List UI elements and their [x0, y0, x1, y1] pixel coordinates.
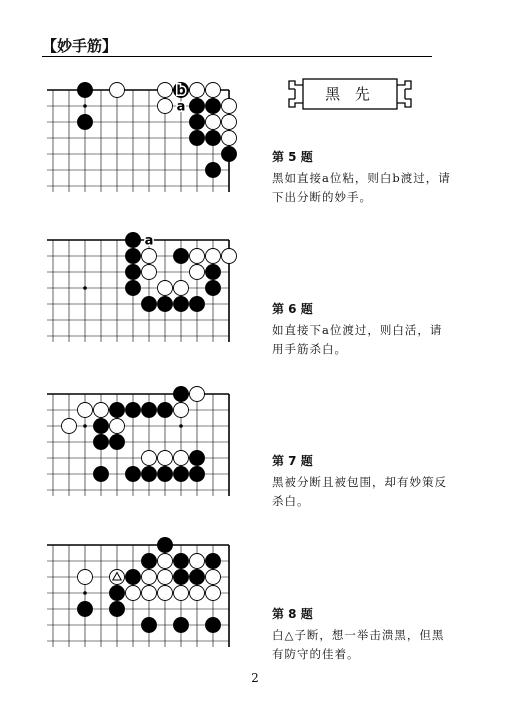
black-stone	[174, 554, 189, 569]
white-stone	[222, 99, 237, 114]
white-stone	[206, 586, 221, 601]
point-label: a	[144, 233, 154, 249]
problem-title: 第 8 题	[272, 607, 313, 621]
black-stone	[158, 538, 173, 553]
black-stone	[126, 281, 141, 296]
black-stone	[174, 387, 189, 402]
problem-title: 第 5 题	[272, 150, 313, 164]
black-stone	[174, 570, 189, 585]
black-stone	[78, 115, 93, 130]
white-stone	[174, 403, 189, 418]
black-stone	[206, 163, 221, 178]
white-stone	[110, 83, 125, 98]
black-stone	[110, 602, 125, 617]
white-stone	[190, 83, 205, 98]
banner-text: 黑 先	[325, 85, 375, 103]
white-stone	[190, 265, 205, 280]
white-stone	[158, 83, 173, 98]
black-stone	[190, 467, 205, 482]
black-stone	[126, 233, 141, 248]
section-title: 【妙手筋】	[42, 37, 118, 55]
black-stone	[126, 467, 141, 482]
star-point	[83, 424, 87, 428]
white-stone	[78, 403, 93, 418]
white-stone	[142, 451, 157, 466]
black-stone	[190, 99, 205, 114]
white-stone	[222, 115, 237, 130]
black-stone	[110, 586, 125, 601]
white-stone	[190, 586, 205, 601]
black-stone	[142, 403, 157, 418]
black-stone	[190, 115, 205, 130]
black-stone	[222, 147, 237, 162]
go-board-problem-8	[45, 535, 245, 665]
black-stone	[190, 297, 205, 312]
black-stone	[94, 435, 109, 450]
black-stone	[158, 403, 173, 418]
black-stone	[94, 467, 109, 482]
black-stone	[126, 403, 141, 418]
problem-6	[272, 300, 452, 359]
black-stone	[206, 131, 221, 146]
black-stone	[142, 297, 157, 312]
black-stone	[158, 297, 173, 312]
black-stone	[190, 451, 205, 466]
go-board-problem-5	[45, 80, 245, 210]
point-label: b	[176, 83, 186, 99]
white-stone	[158, 554, 173, 569]
black-stone	[174, 467, 189, 482]
black-stone	[78, 83, 93, 98]
problem-7	[272, 452, 452, 511]
star-point	[83, 591, 87, 595]
white-stone	[158, 99, 173, 114]
page-number: 2	[251, 671, 259, 685]
white-stone	[110, 419, 125, 434]
white-stone	[126, 586, 141, 601]
black-stone	[142, 618, 157, 633]
to-play-banner	[285, 75, 415, 113]
white-stone	[158, 281, 173, 296]
go-board-problem-6	[45, 230, 245, 360]
white-stone	[142, 249, 157, 264]
star-point	[83, 104, 87, 108]
header-rule	[42, 56, 432, 57]
white-stone	[158, 586, 173, 601]
black-stone	[206, 618, 221, 633]
white-stone	[206, 570, 221, 585]
black-stone	[206, 281, 221, 296]
star-point	[83, 286, 87, 290]
black-stone	[158, 467, 173, 482]
black-stone	[142, 467, 157, 482]
problem-description: 黑被分断且被包围，却有妙策反杀白。	[272, 475, 447, 508]
white-stone	[94, 403, 109, 418]
white-stone	[206, 83, 221, 98]
white-stone	[190, 387, 205, 402]
white-stone	[142, 586, 157, 601]
point-label: a	[176, 99, 186, 115]
white-stone	[142, 265, 157, 280]
black-stone	[206, 265, 221, 280]
white-stone	[206, 249, 221, 264]
white-stone	[158, 570, 173, 585]
white-stone	[174, 586, 189, 601]
problem-description: 如直接下a位渡过，则白活，请用手筋杀白。	[272, 323, 443, 356]
white-stone	[222, 249, 237, 264]
black-stone	[94, 419, 109, 434]
problem-description: 黑如直接a位粘，则白b渡过，请下出分断的妙手。	[272, 171, 451, 204]
black-stone	[126, 249, 141, 264]
black-stone	[206, 99, 221, 114]
black-stone	[78, 602, 93, 617]
white-stone	[62, 419, 77, 434]
white-stone	[142, 570, 157, 585]
black-stone	[206, 554, 221, 569]
black-stone	[190, 570, 205, 585]
star-point	[179, 424, 183, 428]
white-stone	[174, 451, 189, 466]
white-stone	[158, 451, 173, 466]
problem-5	[272, 148, 452, 207]
black-stone	[110, 435, 125, 450]
white-stone	[190, 249, 205, 264]
black-stone	[126, 570, 141, 585]
problem-title: 第 6 题	[272, 302, 313, 316]
go-board-problem-7	[45, 384, 245, 514]
black-stone	[174, 297, 189, 312]
black-stone	[142, 554, 157, 569]
black-stone	[174, 249, 189, 264]
white-stone	[174, 281, 189, 296]
white-stone	[206, 115, 221, 130]
black-stone	[126, 265, 141, 280]
white-stone	[78, 570, 93, 585]
black-stone	[190, 131, 205, 146]
problem-description: 白△子断，想一举击溃黑，但黑有防守的佳着。	[272, 628, 445, 661]
white-stone	[190, 554, 205, 569]
black-stone	[174, 618, 189, 633]
white-stone	[222, 131, 237, 146]
black-stone	[110, 403, 125, 418]
problem-8	[272, 605, 452, 664]
problem-title: 第 7 题	[272, 454, 313, 468]
